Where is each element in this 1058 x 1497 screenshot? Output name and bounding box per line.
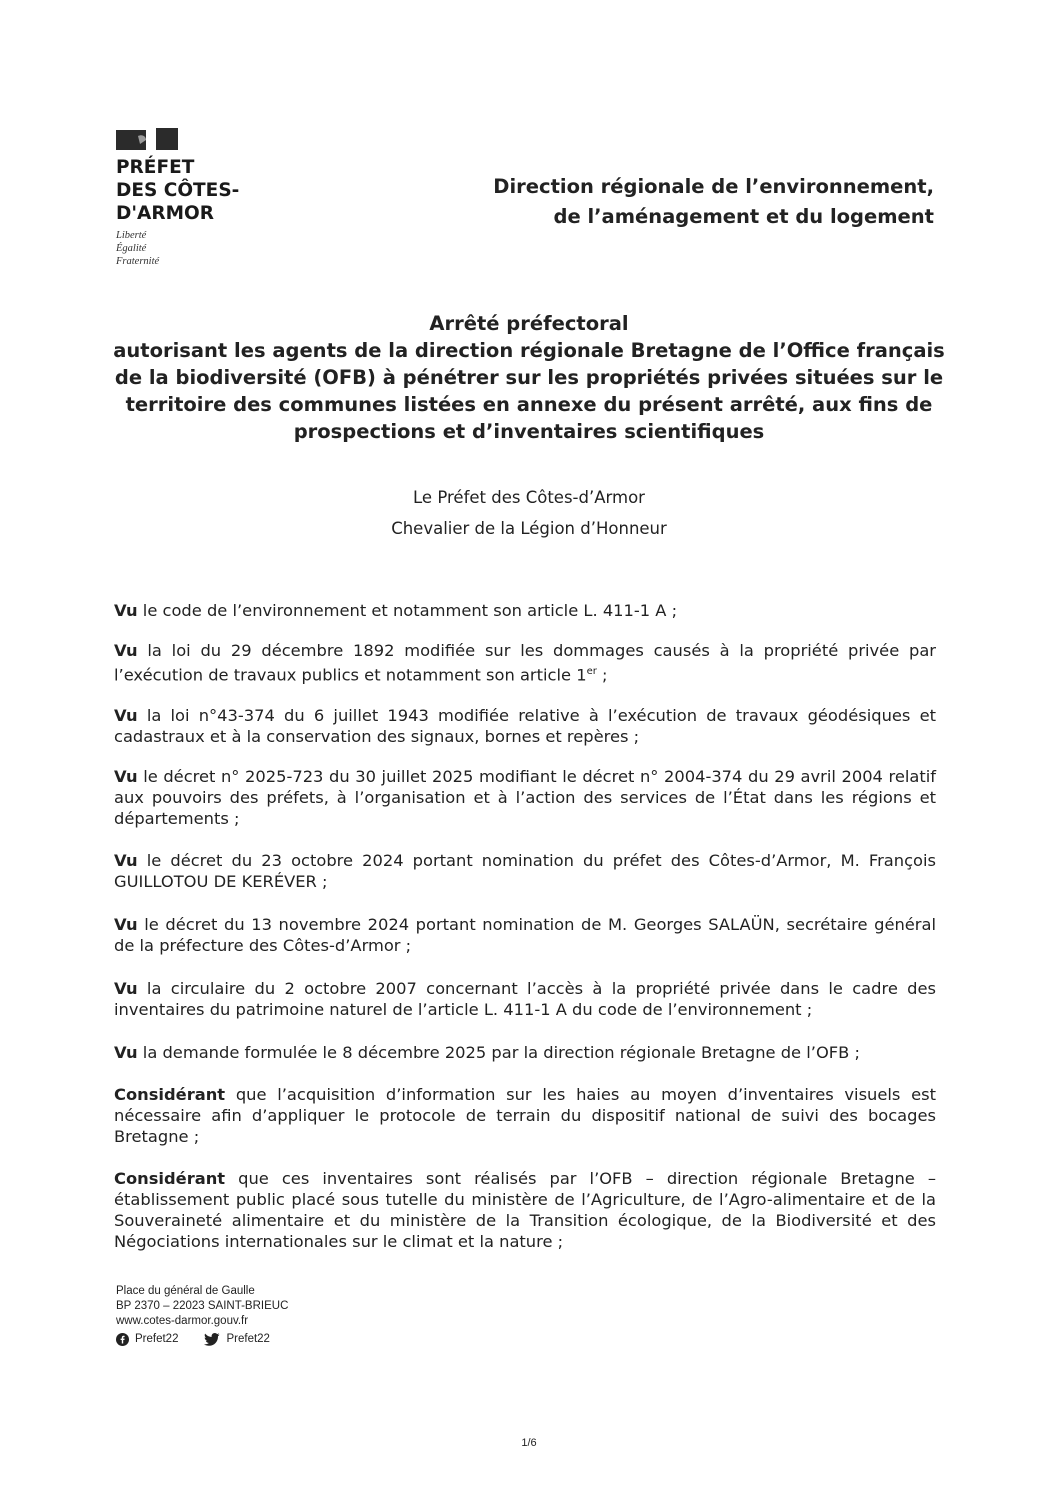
logo-line: DES CÔTES- bbox=[116, 180, 240, 201]
document-body bbox=[114, 600, 936, 1252]
visa-paragraph bbox=[114, 1042, 936, 1063]
logo-line: D'ARMOR bbox=[116, 203, 214, 224]
paragraph-keyword: Vu bbox=[114, 641, 138, 660]
direction-line: de l’aménagement et du logement bbox=[553, 205, 934, 228]
paragraph-text: la demande formulée le 8 décembre 2025 par la direction régionale Bretagne de l’OFB ; bbox=[137, 1043, 860, 1063]
visa-paragraph bbox=[114, 766, 936, 829]
prefecture-logo bbox=[116, 126, 239, 268]
twitter-icon bbox=[204, 1333, 220, 1346]
title-line: autorisant les agents de la direction régionale Bretagne de l’Office français bbox=[113, 339, 945, 362]
paragraph-keyword: Considérant bbox=[114, 1169, 226, 1189]
document-title bbox=[110, 310, 948, 445]
issuing-authority bbox=[110, 482, 948, 544]
logo-line: PRÉFET bbox=[116, 157, 195, 178]
paragraph-keyword: Considérant bbox=[114, 1085, 226, 1105]
considerant-paragraph bbox=[114, 1168, 936, 1252]
paragraph-text: le code de l’environnement et notamment son article L. 411-1 A ; bbox=[137, 601, 678, 620]
paragraph-keyword: Vu bbox=[114, 767, 138, 787]
title-line: territoire des communes listées en annexe du présent arrêté, aux fins de bbox=[125, 393, 933, 416]
issuing-direction bbox=[493, 172, 934, 232]
paragraph-text: le décret n° 2025-723 du 30 juillet 2025 modifiant le décret n° 2004-374 du 29 avril 2004 relatif aux pouvoirs des préfets, à l’organisation et à l’action des services de l’État dans les régions et départements ; bbox=[114, 767, 936, 829]
paragraph-text: le décret du 23 octobre 2024 portant nomination du préfet des Côtes-d’Armor, M. François GUILLOTOU DE KERÉVER ; bbox=[114, 851, 936, 892]
considerant-paragraph bbox=[114, 1084, 936, 1147]
paragraph-keyword: Vu bbox=[114, 979, 138, 999]
paragraph-keyword: Vu bbox=[114, 915, 138, 935]
motto bbox=[116, 229, 239, 268]
paragraph-text: que ces inventaires sont réalisés par l’OFB – direction régionale Bretagne – établissement public placé sous tutelle du ministère de l’Agriculture, de l’Agro-alimentaire et de la Souveraineté alimentaire et du ministère de la Transition écologique, de la Biodiversité et des Négociations internationales sur le climat et la nature ; bbox=[114, 1169, 936, 1252]
paragraph-keyword: Vu bbox=[114, 851, 138, 871]
facebook-icon bbox=[116, 1333, 129, 1346]
paragraph-text: la loi n°43-374 du 6 juillet 1943 modifiée relative à l’exécution de travaux géodésiques et cadastraux et à la conservation des signaux, bornes et repères ; bbox=[114, 706, 936, 747]
marianne-logo-icon bbox=[116, 126, 178, 152]
prefecture-name bbox=[116, 156, 239, 225]
authority-line: Le Préfet des Côtes-d’Armor bbox=[413, 488, 645, 507]
twitter-handle[interactable]: Prefet22 bbox=[226, 1333, 270, 1345]
paragraph-keyword: Vu bbox=[114, 601, 138, 620]
direction-line: Direction régionale de l’environnement, bbox=[493, 175, 934, 198]
page-number: 1/6 bbox=[521, 1437, 537, 1449]
paragraph-text: que l’acquisition d’information sur les haies au moyen d’inventaires visuels est nécessaire afin d’appliquer le protocole de terrain du dispositif national de suivi des bocages Bretagne ; bbox=[114, 1085, 936, 1147]
visa-paragraph bbox=[114, 914, 936, 956]
paragraph-tail: ; bbox=[596, 665, 608, 685]
social-links bbox=[116, 1332, 288, 1347]
paragraph-text: la loi du 29 décembre 1892 modifiée sur les dommages causés à la propriété privée par l’exécution de travaux publics et notamment son article 1 bbox=[114, 641, 936, 685]
visa-paragraph bbox=[114, 600, 936, 621]
visa-paragraph bbox=[114, 640, 936, 685]
visa-paragraph bbox=[114, 978, 936, 1020]
visa-paragraph bbox=[114, 850, 936, 892]
address-line: Place du général de Gaulle bbox=[116, 1285, 255, 1297]
paragraph-text: la circulaire du 2 octobre 2007 concernant l’accès à la propriété privée dans le cadre des inventaires du patrimoine naturel de l’article L. 411-1 A du code de l’environnement ; bbox=[114, 979, 936, 1020]
paragraph-keyword: Vu bbox=[114, 706, 138, 726]
address-line: BP 2370 – 22023 SAINT-BRIEUC bbox=[116, 1300, 289, 1312]
paragraph-superscript: er bbox=[586, 666, 597, 677]
motto-line: Égalité bbox=[116, 243, 147, 254]
title-line: prospections et d’inventaires scientifiques bbox=[293, 420, 765, 443]
visa-paragraph bbox=[114, 705, 936, 747]
title-line: de la biodiversité (OFB) à pénétrer sur les propriétés privées situées sur le bbox=[114, 366, 944, 389]
footer-address bbox=[116, 1284, 288, 1347]
title-line: Arrêté préfectoral bbox=[429, 312, 629, 335]
motto-line: Liberté bbox=[116, 230, 147, 241]
motto-line: Fraternité bbox=[116, 256, 160, 267]
website-link[interactable]: www.cotes-darmor.gouv.fr bbox=[116, 1315, 249, 1327]
paragraph-keyword: Vu bbox=[114, 1043, 138, 1063]
paragraph-text: le décret du 13 novembre 2024 portant nomination de M. Georges SALAÜN, secrétaire général de la préfecture des Côtes-d’Armor ; bbox=[114, 915, 936, 956]
authority-line: Chevalier de la Légion d’Honneur bbox=[391, 519, 667, 538]
facebook-handle[interactable]: Prefet22 bbox=[135, 1333, 179, 1345]
